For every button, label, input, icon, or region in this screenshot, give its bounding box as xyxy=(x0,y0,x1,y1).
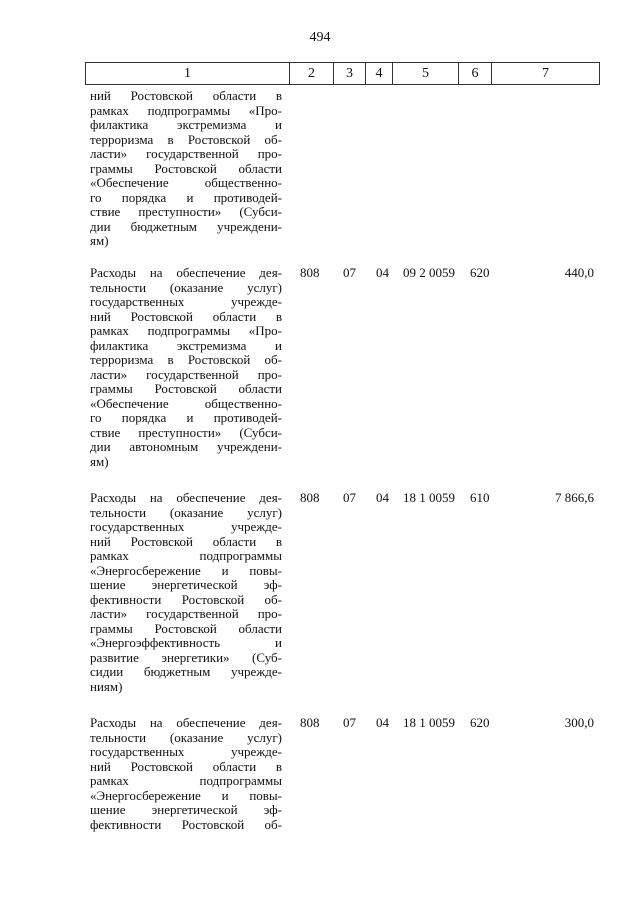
row-description xyxy=(90,716,282,832)
amount: 7 866,6 xyxy=(555,490,594,505)
amount: 440,0 xyxy=(564,265,594,280)
description-line: филактика экстремизма и xyxy=(90,337,282,353)
description-line: ниям) xyxy=(90,678,123,694)
description-line: фективности Ростовской об- xyxy=(90,591,282,607)
header-col-1: 1 xyxy=(184,66,191,81)
description-line: терроризма в Ростовской об- xyxy=(90,131,282,147)
description-line: дии бюджетным учреждени- xyxy=(90,218,282,234)
description-line: рамках подпрограммы xyxy=(90,773,282,788)
description-line: Расходы на обеспечение дея- xyxy=(90,715,282,730)
subsection-code: 04 xyxy=(376,715,389,730)
expense-type-code: 620 xyxy=(470,265,490,280)
description-line: терроризма в Ростовской об- xyxy=(90,352,282,367)
description-line: ний Ростовской области в xyxy=(90,308,282,324)
table-header xyxy=(85,62,600,85)
description-line: «Энергосбережение и повы- xyxy=(90,787,282,803)
description-line: ласти» государственной про- xyxy=(90,366,282,382)
description-line: граммы Ростовской области xyxy=(90,620,282,636)
description-line: ствие преступности» (Субси- xyxy=(90,204,282,219)
description-line: ний Ростовской области в xyxy=(90,88,282,103)
row-description xyxy=(90,266,282,469)
description-line: граммы Ростовской области xyxy=(90,160,282,176)
description-line: Расходы на обеспечение дея- xyxy=(90,490,282,505)
description-line: государственных учрежде- xyxy=(90,294,282,309)
expense-type-code: 620 xyxy=(470,715,490,730)
description-line: го порядка и противодей- xyxy=(90,189,282,205)
description-line: ний Ростовской области в xyxy=(90,758,282,774)
description-line: «Обеспечение общественно- xyxy=(90,175,282,190)
description-line: ласти» государственной про- xyxy=(90,146,282,161)
amount: 300,0 xyxy=(564,715,594,730)
description-line: «Обеспечение общественно- xyxy=(90,395,282,411)
target-article-code: 09 2 0059 xyxy=(403,265,455,280)
description-line: государственных учрежде- xyxy=(90,519,282,534)
description-line: ласти» государственной про- xyxy=(90,606,282,621)
header-col-4: 4 xyxy=(365,63,392,84)
description-line: рамках подпрограммы xyxy=(90,548,282,563)
section-code: 07 xyxy=(343,715,356,730)
header-col-5: 5 xyxy=(392,63,458,84)
header-col-6: 6 xyxy=(458,63,491,84)
description-line: Расходы на обеспечение дея- xyxy=(90,265,282,280)
description-line: ствие преступности» (Субси- xyxy=(90,424,282,440)
description-line: ям) xyxy=(90,233,109,248)
description-line: государственных учрежде- xyxy=(90,744,282,759)
section-code: 07 xyxy=(343,265,356,280)
description-line: граммы Ростовской области xyxy=(90,381,282,396)
ministry-code: 808 xyxy=(300,265,320,280)
section-code: 07 xyxy=(343,490,356,505)
header-col-2: 2 xyxy=(289,63,333,84)
expense-type-code: 610 xyxy=(470,490,490,505)
description-line: рамках подпрограммы «Про- xyxy=(90,102,282,118)
description-line: «Энергосбережение и повы- xyxy=(90,562,282,578)
description-line: ям) xyxy=(90,453,109,469)
description-line: ний Ростовской области в xyxy=(90,533,282,549)
description-line: «Энергоэффективность и xyxy=(90,635,282,650)
row-description xyxy=(90,89,282,249)
description-line: дии автономным учреждени- xyxy=(90,439,282,454)
description-line: тельности (оказание услуг) xyxy=(90,729,282,745)
subsection-code: 04 xyxy=(376,265,389,280)
description-line: тельности (оказание услуг) xyxy=(90,504,282,520)
description-line: рамках подпрограммы «Про- xyxy=(90,323,282,338)
ministry-code: 808 xyxy=(300,715,320,730)
ministry-code: 808 xyxy=(300,490,320,505)
description-line: развитие энергетики» (Суб- xyxy=(90,649,282,665)
description-line: фективности Ростовской об- xyxy=(90,816,282,832)
header-col-7: 7 xyxy=(491,63,599,84)
subsection-code: 04 xyxy=(376,490,389,505)
description-line: филактика экстремизма и xyxy=(90,117,282,132)
page-number: 494 xyxy=(309,30,331,45)
header-col-3: 3 xyxy=(333,63,365,84)
description-line: сидии бюджетным учрежде- xyxy=(90,664,282,679)
description-line: го порядка и противодей- xyxy=(90,410,282,425)
row-description xyxy=(90,491,282,694)
target-article-code: 18 1 0059 xyxy=(403,715,455,730)
description-line: шение энергетической эф- xyxy=(90,802,282,817)
description-line: тельности (оказание услуг) xyxy=(90,279,282,295)
target-article-code: 18 1 0059 xyxy=(403,490,455,505)
description-line: шение энергетической эф- xyxy=(90,577,282,592)
